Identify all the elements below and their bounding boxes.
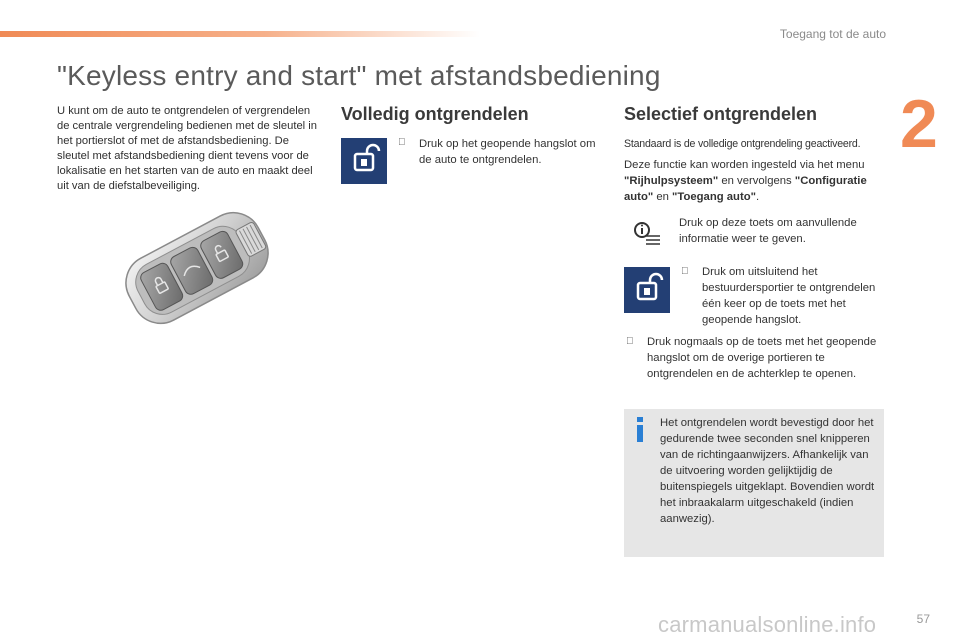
page-number: 57 xyxy=(916,612,930,626)
info-button-text: Druk op deze toets om aanvullende informatie weer te geven. xyxy=(679,217,857,245)
bullet-marker xyxy=(681,266,689,277)
selectief-heading: Selectief ontgrendelen xyxy=(624,104,818,124)
page-title: "Keyless entry and start" met afstandsbediening xyxy=(57,60,661,91)
info-box-text: Het ontgrendelen wordt bevestigd door het gedurende twee seconden snel knipperen van de richtingaanwijzers. Afhankelijk van de uitvoering worden gelijktijdig de buitenspiegels uitgeklapt. Bovendien wordt het inbraakalarm uitgeschakeld (indien aanwezig). xyxy=(660,417,875,525)
header-accent-bar xyxy=(0,31,480,37)
selectief-step1: Druk om uitsluitend het bestuurdersportier te ontgrendelen één keer op de toets met het geopende hangslot. xyxy=(702,266,876,326)
intro-paragraph: U kunt om de auto te ontgrendelen of vergrendelen de centrale vergrendeling bedienen met de sleutel in het portierslot of met de afstandsbediening. De sleutel met afstandsbediening dient tevens voor de lokalisatie en het starten van de auto en maakt deel uit van de diefstalbeveiliging. xyxy=(57,105,317,192)
chapter-number: 2 xyxy=(900,86,938,162)
selectief-default-text: Standaard is de volledige ontgrendeling geactiveerd. xyxy=(624,138,861,150)
config-text-part: Deze functie kan worden ingesteld via het menu xyxy=(624,159,865,171)
info-i-icon xyxy=(633,417,647,443)
config-text-part: en vervolgens xyxy=(718,175,795,187)
key-fob-illustration xyxy=(112,203,282,333)
menu-name-configuratie-auto: "Configuratie auto" xyxy=(624,175,867,203)
config-text-part: . xyxy=(755,191,760,203)
config-text-part: en xyxy=(653,191,673,203)
volledig-heading: Volledig ontgrendelen xyxy=(341,104,529,124)
menu-name-toegang-auto: "Toegang auto" xyxy=(672,191,756,203)
info-list-icon xyxy=(632,220,662,248)
info-box xyxy=(624,409,884,557)
open-padlock-icon xyxy=(624,267,670,313)
section-title: Toegang tot de auto xyxy=(779,27,886,41)
bullet-marker xyxy=(626,336,634,347)
bullet-marker xyxy=(398,137,406,148)
menu-name-rijhulpsysteem: "Rijhulpsysteem" xyxy=(624,175,719,187)
open-padlock-icon xyxy=(341,138,387,184)
watermark: carmanualsonline.info xyxy=(658,612,877,637)
selectief-step2: Druk nogmaals op de toets met het geopende hangslot om de overige portieren te ontgrendelen en de achterklep te openen. xyxy=(647,336,877,380)
volledig-step: Druk op het geopende hangslot om de auto te ontgrendelen. xyxy=(419,138,596,166)
selectief-config-text xyxy=(624,157,884,205)
